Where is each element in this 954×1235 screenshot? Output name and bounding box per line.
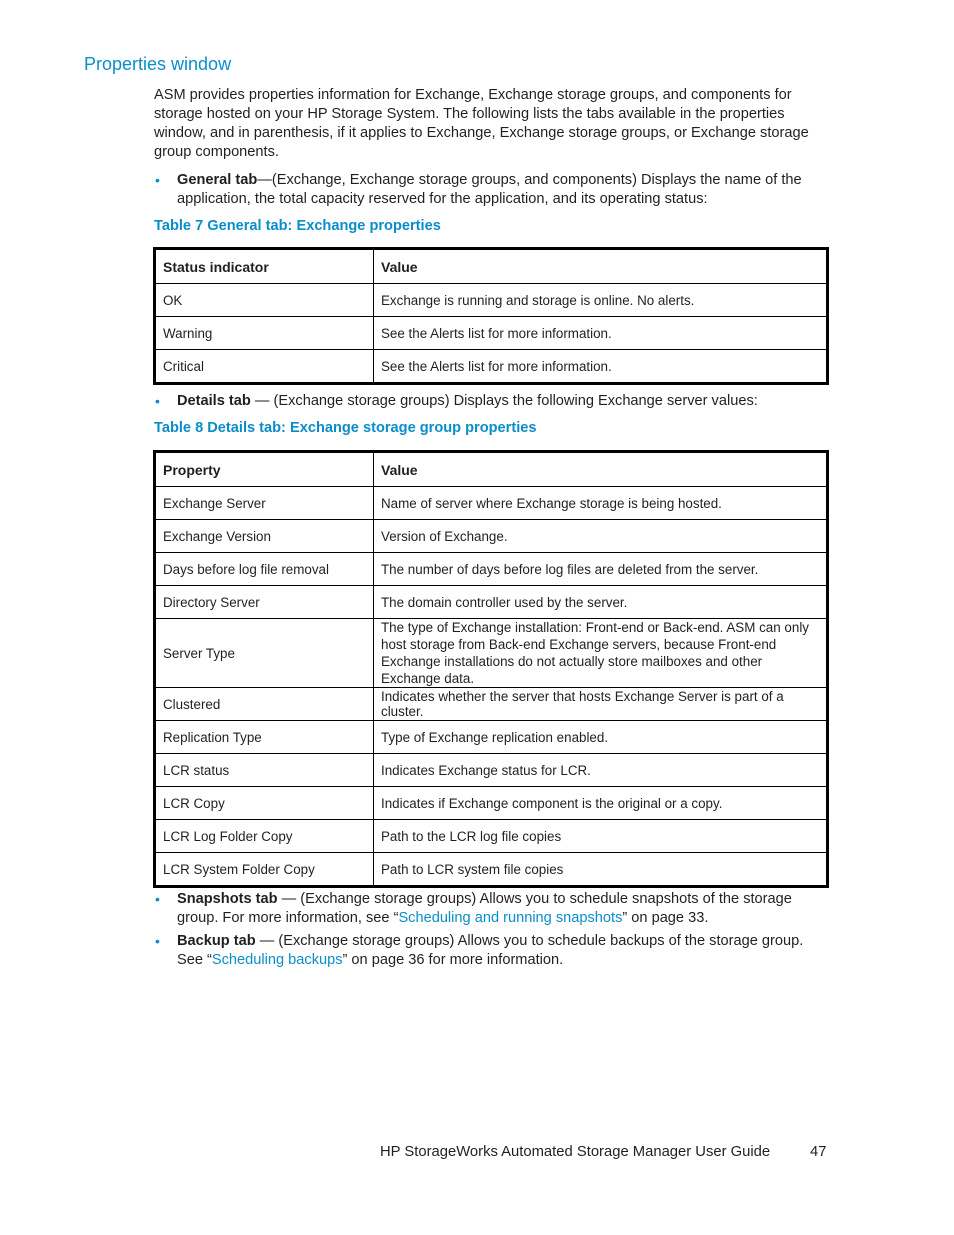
table-cell: Indicates Exchange status for LCR. [374,754,828,787]
table-row [155,688,828,721]
bullet-icon: • [155,891,160,907]
table7-header-cell: Value [374,249,828,284]
bullet-icon: • [155,933,160,949]
table7 [153,247,829,385]
table-row [155,787,828,820]
table-cell: Path to LCR system file copies [374,853,828,887]
table-cell: Name of server where Exchange storage is being hosted. [374,487,828,520]
page-number: 47 [810,1144,827,1160]
table-cell: Exchange is running and storage is online. No alerts. [374,284,828,317]
table-cell: Exchange Server [155,487,374,520]
table8-header-row [155,452,828,487]
table-cell: Exchange Version [155,520,374,553]
table-cell: Directory Server [155,586,374,619]
table-cell: Clustered [155,688,374,721]
table-cell: Warning [155,317,374,350]
bullet-backup-page-ref: ” on page 36 for more information. [342,952,564,968]
table-cell: LCR status [155,754,374,787]
bullet-general-label: General tab [177,172,258,188]
table7-header-row [155,249,828,284]
table-cell: LCR System Folder Copy [155,853,374,887]
table-row [155,520,828,553]
bullet-details-text: — (Exchange storage groups) Displays the following Exchange server values: [250,393,758,409]
table-cell: Version of Exchange. [374,520,828,553]
table-row [155,487,828,520]
table-cell: OK [155,284,374,317]
bullet-details-tab [155,392,832,411]
table-row [155,721,828,754]
bullet-icon: • [155,393,160,409]
scheduling-backups-link[interactable]: Scheduling backups [211,952,343,968]
table-cell: See the Alerts list for more information. [374,317,828,350]
table-cell: The type of Exchange installation: Front-end or Back-end. ASM can only host storage from Back-end Exchange servers, because Front-end Exchange installations do not actually store mailboxes and other Exchange data. [374,619,828,688]
intro-paragraph: ASM provides properties information for Exchange, Exchange storage groups, and components for storage hosted on your HP Storage System. The following lists the tabs available in the properties window, and in parenthesis, if it applies to Exchange, Exchange storage groups, or Exchange storage group components. [154,87,809,160]
bullet-snapshots-tab [155,890,832,928]
table-cell: LCR Log Folder Copy [155,820,374,853]
bullet-details-label: Details tab [177,393,251,409]
bullet-snapshots-text: — (Exchange storage groups) Allows you to schedule snapshots of the storage group. For more information, see “ [177,891,792,926]
table-row [155,853,828,887]
table-cell: Indicates if Exchange component is the original or a copy. [374,787,828,820]
table8 [153,450,829,888]
table-row [155,284,828,317]
table-row [155,619,828,688]
table8-header-cell: Value [374,452,828,487]
section-heading: Properties window [84,54,232,74]
table-cell: Indicates whether the server that hosts Exchange Server is part of a cluster. [374,688,828,721]
table-cell: See the Alerts list for more information. [374,350,828,384]
table-cell: Days before log file removal [155,553,374,586]
table-row [155,553,828,586]
page-footer [380,1144,827,1160]
table-row [155,586,828,619]
table-cell: Critical [155,350,374,384]
table-cell: Server Type [155,619,374,688]
table-row [155,754,828,787]
table-row [155,820,828,853]
table-cell: LCR Copy [155,787,374,820]
bullet-backup-label: Backup tab [177,933,256,949]
table-row [155,317,828,350]
table-cell: Path to the LCR log file copies [374,820,828,853]
table7-caption: Table 7 General tab: Exchange properties [154,218,441,234]
bullet-snapshots-label: Snapshots tab [177,891,278,907]
table-cell: The domain controller used by the server. [374,586,828,619]
table-cell: Type of Exchange replication enabled. [374,721,828,754]
bullet-backup-text: — (Exchange storage groups) Allows you to schedule backups of the storage group. See “ [177,933,804,968]
bullet-icon: • [155,172,160,188]
table-cell: Replication Type [155,721,374,754]
footer-guide-title: HP StorageWorks Automated Storage Manager User Guide [380,1144,771,1160]
bullet-general-tab [155,171,832,209]
table8-caption: Table 8 Details tab: Exchange storage group properties [154,420,537,436]
bullet-general-text: —(Exchange, Exchange storage groups, and components) Displays the name of the application, the total capacity reserved for the application, and its operating status: [177,172,802,207]
table-row [155,350,828,384]
table8-header-cell: Property [155,452,374,487]
table7-header-cell: Status indicator [155,249,374,284]
scheduling-snapshots-link[interactable]: Scheduling and running snapshots [398,910,623,926]
table-cell: The number of days before log files are deleted from the server. [374,553,828,586]
bullet-backup-tab [155,932,832,970]
bullet-snapshots-page-ref: ” on page 33. [622,910,709,926]
